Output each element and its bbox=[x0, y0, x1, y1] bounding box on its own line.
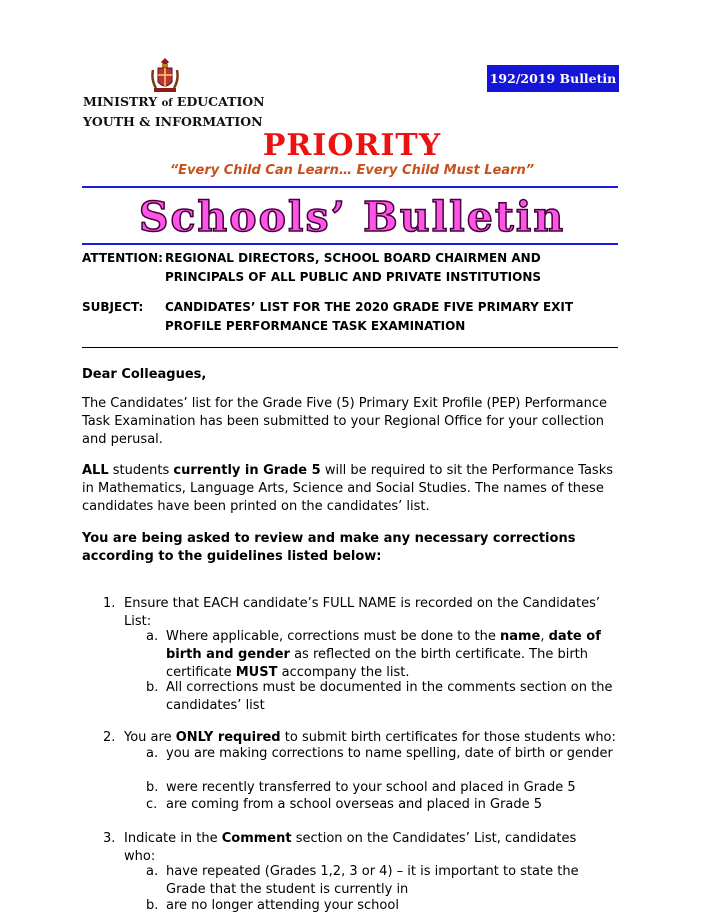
list-number: 3. bbox=[103, 831, 116, 846]
schools-bulletin-title: Schools’ Bulletin bbox=[138, 193, 566, 241]
subject-block bbox=[82, 298, 620, 338]
ministry-line-1: MINISTRY of EDUCATION bbox=[83, 94, 265, 109]
subject-divider bbox=[82, 347, 618, 348]
sublist-label: b. bbox=[146, 680, 159, 695]
list-item-text: Ensure that EACH candidate’s FULL NAME is recorded on the Candidates’ List: bbox=[124, 596, 600, 629]
sublist-item-text: you are making corrections to name spelling, date of birth or gender bbox=[166, 746, 613, 761]
attention-block bbox=[82, 249, 620, 289]
motto: “Every Child Can Learn… Every Child Must Learn” bbox=[169, 163, 535, 178]
paragraph-1: The Candidates’ list for the Grade Five (5) Primary Exit Profile (PEP) Performance Task Examination has been submitted to your Regional Office for your collection and perusal. bbox=[82, 396, 608, 447]
sublist-label: c. bbox=[146, 797, 158, 812]
paragraph-2: ALL students currently in Grade 5 will be required to sit the Performance Tasks in Mathematics, Language Arts, Science and Social Studies. The names of these candidates have been printed on the candidates’ list. bbox=[82, 463, 614, 514]
divider-bottom bbox=[82, 243, 618, 245]
sublist-label: a. bbox=[146, 864, 159, 879]
bulletin-number-badge: 192/2019 Bulletin bbox=[487, 65, 619, 92]
sublist-label: b. bbox=[146, 780, 159, 795]
paragraph-3: You are being asked to review and make any necessary corrections according to the guidelines listed below: bbox=[82, 531, 576, 564]
sublist-item-text: are coming from a school overseas and placed in Grade 5 bbox=[166, 797, 543, 812]
subject-label: SUBJECT: bbox=[82, 300, 144, 314]
sublist-label: a. bbox=[146, 746, 159, 761]
divider-top bbox=[82, 186, 618, 188]
attention-value: REGIONAL DIRECTORS, SCHOOL BOARD CHAIRMEN AND PRINCIPALS OF ALL PUBLIC AND PRIVATE INSTITUTIONS bbox=[165, 251, 542, 284]
jamaica-coat-of-arms-icon bbox=[150, 58, 180, 94]
list-item-text: You are ONLY required to submit birth certificates for those students who: bbox=[124, 730, 616, 745]
list-number: 2. bbox=[103, 730, 116, 745]
list-number: 1. bbox=[103, 596, 116, 611]
sublist-item-text: were recently transferred to your school and placed in Grade 5 bbox=[166, 780, 576, 795]
subject-value: CANDIDATES’ LIST FOR THE 2020 GRADE FIVE PRIMARY EXIT PROFILE PERFORMANCE TASK EXAMINATION bbox=[165, 300, 574, 333]
attention-label: ATTENTION: bbox=[82, 251, 163, 265]
ministry-line-2: YOUTH & INFORMATION bbox=[83, 114, 263, 129]
salutation: Dear Colleagues, bbox=[82, 367, 207, 382]
sublist-label: a. bbox=[146, 629, 159, 644]
priority-heading: PRIORITY bbox=[262, 128, 442, 163]
sublist-item-text: are no longer attending your school bbox=[166, 898, 399, 913]
sublist-label: b. bbox=[146, 898, 159, 913]
sublist-item-text: Where applicable, corrections must be done to the name, date of birth and gender as reflected on the birth certificate. The birth certificate MUST accompany the list. bbox=[166, 629, 601, 680]
ministry-name bbox=[83, 93, 265, 131]
sublist-item-text: All corrections must be documented in the comments section on the candidates’ list bbox=[166, 680, 613, 713]
list-item-text: Indicate in the Comment section on the Candidates’ List, candidates who: bbox=[124, 831, 577, 864]
sublist-item-text: have repeated (Grades 1,2, 3 or 4) – it is important to state the Grade that the student is currently in bbox=[166, 864, 579, 897]
